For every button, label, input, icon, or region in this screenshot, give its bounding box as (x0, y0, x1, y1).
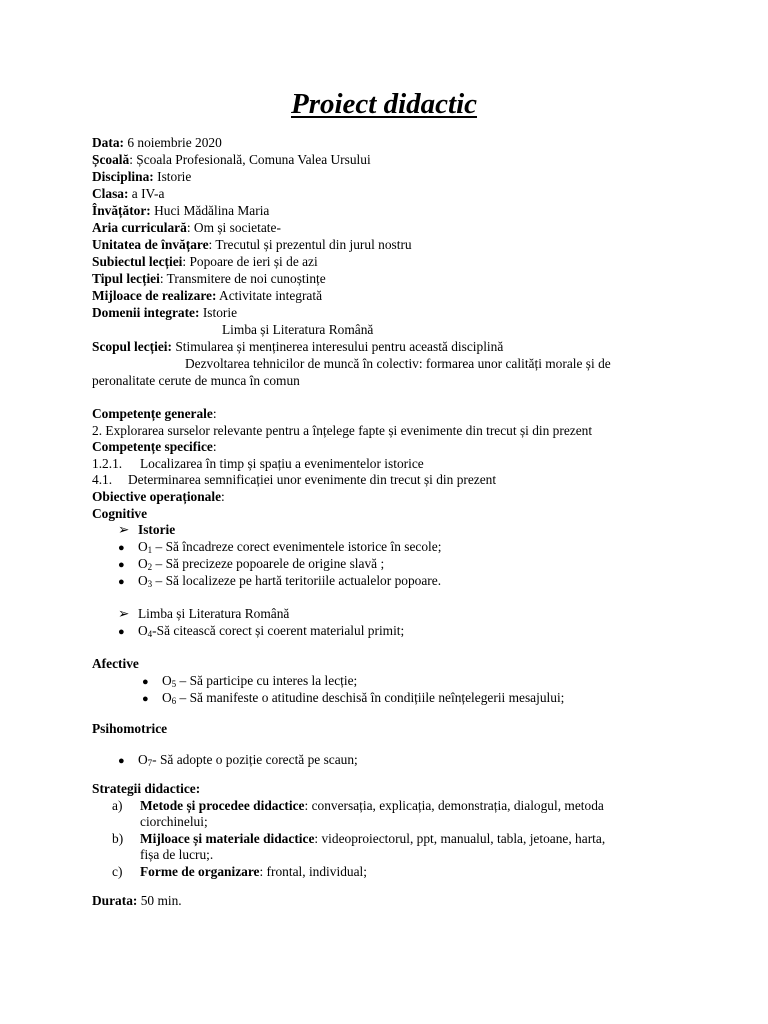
colon: : (221, 489, 225, 504)
objective-index: 2 (147, 562, 153, 572)
strategy-label: Metode și procedee didactice (140, 798, 305, 813)
field-label: Clasa: (92, 186, 129, 201)
field-data (92, 135, 222, 152)
field-scopul-value-2: Dezvoltarea tehnicilor de muncă în colectiv: formarea unor calități morale și de (185, 356, 611, 371)
field-value: : Școala Profesională, Comuna Valea Ursului (129, 152, 371, 167)
field-value: : Om și societate- (186, 220, 281, 235)
item-number: 1.2.1. (92, 456, 123, 471)
field-label: Disciplina: (92, 169, 154, 184)
field-label: Învățător: (92, 203, 151, 218)
strategy-label: Mijloace și materiale didactice (140, 831, 315, 846)
list-item (118, 573, 441, 591)
bullet-icon: ● (142, 676, 149, 688)
bullet-icon: ● (118, 626, 125, 638)
strategy-text: : videoproiectorul, ppt, manualul, tabla, jetoane, harta, (314, 831, 606, 846)
strategy-text: : conversația, explicația, demonstrația, dialogul, metoda (304, 798, 604, 813)
list-item (118, 623, 404, 641)
item-text: Localizarea în timp și spațiu a evenimentelor istorice (140, 456, 424, 471)
strategy-item-a (112, 798, 604, 815)
section-label: Competențe generale (92, 406, 213, 421)
field-label: Școală (92, 152, 130, 167)
objective-text: – Să localizeze pe hartă teritoriile actualelor popoare. (152, 573, 442, 588)
field-value: Activitate integrată (216, 288, 323, 303)
bullet-icon: ● (118, 576, 125, 588)
objective-code: O (138, 573, 148, 588)
subject-label: Istorie (138, 522, 176, 537)
field-value: Stimularea și menținerea interesului pentru această disciplină (171, 339, 504, 354)
strategy-item-b-continued: fișa de lucru;. (140, 847, 214, 862)
list-item (118, 539, 441, 557)
field-mijloace (92, 288, 322, 305)
objective-text: – Să încadreze corect evenimentele istorice în secole; (152, 539, 442, 554)
field-invatator (92, 203, 269, 220)
objective-index: 3 (147, 579, 153, 589)
strategy-item-a-continued: ciorchinelui; (140, 814, 208, 829)
competente-generale-heading (92, 406, 217, 423)
arrow-bullet-icon: ➢ (118, 522, 130, 537)
field-scoala (92, 152, 371, 169)
field-disciplina (92, 169, 191, 186)
objective-index: 6 (171, 696, 177, 706)
list-item (142, 690, 564, 708)
objective-index: 1 (147, 545, 153, 555)
field-tipul (92, 271, 326, 288)
field-unitatea (92, 237, 412, 254)
objective-text: – Să precizeze popoarele de origine slavă ; (152, 556, 385, 571)
field-aria (92, 220, 281, 237)
list-item (118, 606, 289, 623)
section-label: Competențe specifice (92, 439, 213, 454)
item-letter: b) (112, 831, 124, 846)
strategy-item-b (112, 831, 605, 848)
field-scopul (92, 339, 503, 356)
strategy-item-c (112, 864, 367, 881)
bullet-icon: ● (118, 542, 125, 554)
field-scopul-value-3: peronalitate cerute de munca în comun (92, 373, 300, 388)
field-durata (92, 893, 182, 910)
objective-index: 5 (171, 679, 177, 689)
item-letter: c) (112, 864, 123, 879)
subject-label: Limba și Literatura Română (138, 606, 290, 621)
field-label: Durata: (92, 893, 138, 908)
strategy-label: Forme de organizare (140, 864, 260, 879)
objective-index: 7 (147, 758, 153, 768)
field-subiectul (92, 254, 318, 271)
competenta-specifica-item (92, 472, 496, 489)
field-label: Unitatea de învățare (92, 237, 209, 252)
field-value: Istorie (153, 169, 192, 184)
competente-specifice-heading (92, 439, 217, 456)
competenta-specifica-item (92, 456, 424, 473)
objective-text: - Să adopte o poziție corectă pe scaun; (152, 752, 358, 767)
field-value: a IV-a (128, 186, 165, 201)
field-label: Subiectul lecției (92, 254, 183, 269)
field-value: 6 noiembrie 2020 (123, 135, 222, 150)
field-value: : Popoare de ieri și de azi (182, 254, 318, 269)
list-item (142, 673, 357, 691)
field-value: : Trecutul și prezentul din jurul nostru (208, 237, 412, 252)
field-value: 50 min. (137, 893, 182, 908)
strategy-text: : frontal, individual; (259, 864, 367, 879)
objective-text: – Să participe cu interes la lecție; (176, 673, 358, 688)
cognitive-heading: Cognitive (92, 506, 148, 521)
field-value: Istorie (199, 305, 238, 320)
competenta-generala-item: 2. Explorarea surselor relevante pentru a înțelege fapte și evenimente din trecut și din prezent (92, 423, 593, 438)
objective-code: O (162, 690, 172, 705)
objective-code: O (138, 623, 148, 638)
field-label: Aria curriculară (92, 220, 187, 235)
colon: : (212, 406, 217, 421)
field-clasa (92, 186, 164, 203)
field-value: : Transmitere de noi cunoștințe (159, 271, 326, 286)
item-letter: a) (112, 798, 123, 813)
arrow-bullet-icon: ➢ (118, 606, 130, 621)
bullet-icon: ● (142, 693, 149, 705)
psihomotrice-heading: Psihomotrice (92, 721, 168, 736)
strategii-heading: Strategii didactice: (92, 781, 201, 796)
field-label: Scopul lecției: (92, 339, 172, 354)
objective-code: O (138, 556, 148, 571)
page-title: Proiect didactic (290, 88, 478, 120)
field-label: Tipul lecției (92, 271, 160, 286)
item-number: 4.1. (92, 472, 113, 487)
list-item (118, 522, 175, 539)
field-label: Data: (92, 135, 124, 150)
item-text: Determinarea semnificației unor evenimente din trecut și din prezent (128, 472, 497, 487)
afective-heading: Afective (92, 656, 139, 671)
field-domenii (92, 305, 237, 322)
field-value: Huci Mădălina Maria (150, 203, 270, 218)
list-item (118, 556, 384, 574)
bullet-icon: ● (118, 755, 125, 767)
bullet-icon: ● (118, 559, 125, 571)
field-label: Domenii integrate: (92, 305, 200, 320)
colon: : (212, 439, 217, 454)
objective-text: – Să manifeste o atitudine deschisă în condițiile neînțelegerii mesajului; (176, 690, 565, 705)
objective-code: O (138, 752, 148, 767)
field-domenii-value-2: Limba și Literatura Română (222, 322, 374, 337)
field-label: Mijloace de realizare: (92, 288, 217, 303)
objective-code: O (138, 539, 148, 554)
obiective-heading (92, 489, 225, 506)
section-label: Obiective operaționale (92, 489, 222, 504)
objective-code: O (162, 673, 172, 688)
objective-index: 4 (147, 629, 153, 639)
objective-text: -Să citească corect și coerent materialul primit; (152, 623, 405, 638)
list-item (118, 752, 358, 770)
